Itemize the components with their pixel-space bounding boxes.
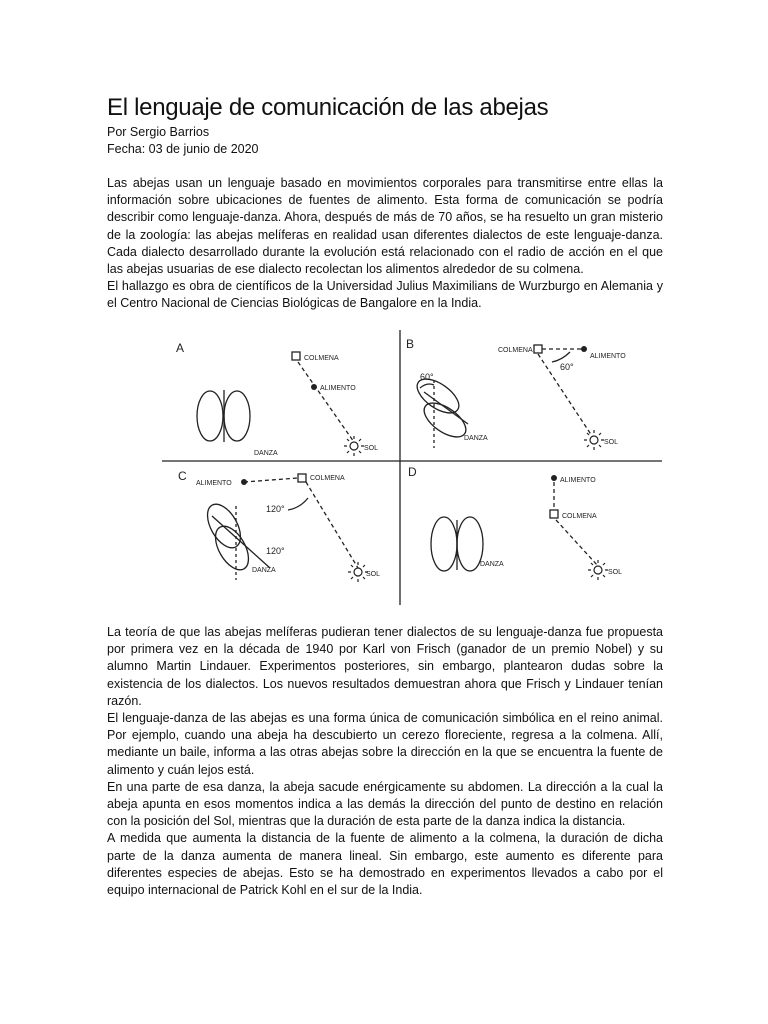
flight-path bbox=[556, 520, 598, 566]
dance-loop bbox=[197, 391, 223, 441]
bee-dance-svg bbox=[162, 330, 662, 605]
flight-path bbox=[306, 482, 358, 568]
article-date: Fecha: 03 de junio de 2020 bbox=[107, 142, 259, 156]
dance-loop bbox=[431, 517, 457, 571]
diagram-label: SOL bbox=[608, 569, 623, 576]
flight-path bbox=[244, 478, 298, 482]
panel-label: D bbox=[408, 465, 417, 479]
paragraph: En una parte de esa danza, la abeja sacude enérgicamente su abdomen. La dirección a la cual la abeja apunta en esos momentos indica a las demás la dirección del punto de destino en relación con la posición del Sol, mientras que la duración de esta parte de la danza indica la distancia. bbox=[107, 779, 663, 829]
diagram-label: COLMENA bbox=[310, 475, 345, 482]
diagram-label: ALIMENTO bbox=[320, 385, 356, 392]
angle-arc bbox=[552, 352, 570, 362]
hive-icon bbox=[534, 345, 542, 353]
diagram-label: DANZA bbox=[464, 435, 488, 442]
article-title: El lenguaje de comunicación de las abejas bbox=[107, 94, 549, 121]
diagram-label: DANZA bbox=[480, 561, 504, 568]
diagram-label: 120° bbox=[266, 504, 285, 514]
dance-loop bbox=[224, 391, 250, 441]
diagram-label: SOL bbox=[364, 445, 379, 452]
food-dot bbox=[551, 475, 557, 481]
angle-arc bbox=[288, 498, 308, 510]
diagram-label: DANZA bbox=[254, 450, 278, 457]
sun-icon bbox=[344, 436, 364, 456]
waggle-run bbox=[424, 392, 468, 424]
panel-label: C bbox=[178, 469, 187, 483]
paragraph: La teoría de que las abejas melíferas pudieran tener dialectos de su lenguaje-danza fue propuesta por primera vez en la década de 1940 por Karl von Frisch (ganador de un premio Nobel) y su alumno Martin Lindauer. Experimentos posteriores, sin embargo, plantearon dudas sobre la existencia de los dialectos. Los nuevos resultados demuestran ahora que Frisch y Lindauer tenían razón. bbox=[107, 625, 663, 708]
diagram-label: COLMENA bbox=[562, 513, 597, 520]
diagram-label: ALIMENTO bbox=[590, 353, 626, 360]
body-section bbox=[107, 624, 663, 899]
food-dot bbox=[581, 346, 587, 352]
paragraph: El hallazgo es obra de científicos de la Universidad Julius Maximilians de Wurzburgo en Alemania y el Centro Nacional de Ciencias Biológicas de Bangalore en la India. bbox=[107, 279, 663, 311]
paragraph: El lenguaje-danza de las abejas es una forma única de comunicación simbólica en el reino animal. Por ejemplo, cuando una abeja ha descubierto un cerezo floreciente, regresa a la colmena. Allí, mediante un baile, informa a las otras abejas sobre la dirección en la que se encuentra la fuente de alimento y cuán lejos está. bbox=[107, 711, 663, 777]
paragraph: A medida que aumenta la distancia de la fuente de alimento a la colmena, la duración de dicha parte de la danza aumenta de manera lineal. Sin embargo, este aumento es diferente para diferentes especies de abejas. Esto se ha demostrado en experimentos llevados a cabo por el equipo internacional de Patrick Kohl en el sur de la India. bbox=[107, 831, 663, 898]
diagram-label: ALIMENTO bbox=[196, 480, 232, 487]
food-dot bbox=[311, 384, 317, 390]
diagram-label: 60° bbox=[420, 372, 434, 382]
article-author: Por Sergio Barrios bbox=[107, 125, 210, 139]
bee-dance-diagram bbox=[162, 330, 662, 605]
diagram-label: DANZA bbox=[252, 567, 276, 574]
sun-icon bbox=[588, 560, 608, 580]
diagram-label: 60° bbox=[560, 362, 574, 372]
food-dot bbox=[241, 479, 247, 485]
panel-label: A bbox=[176, 341, 185, 355]
diagram-label: COLMENA bbox=[304, 355, 339, 362]
hive-icon bbox=[292, 352, 300, 360]
paragraph: Las abejas usan un lenguaje basado en movimientos corporales para transmitirse entre ellas la información sobre ubicaciones de fuentes de alimento. Esta forma de comunicación se podría describir como lenguaje-danza. Ahora, después de más de 70 años, se ha resuelto un gran misterio de la zoología: las abejas melíferas en realidad usan diferentes dialectos de este lenguaje-danza. Cada dialecto desarrollado durante la evolución está relacionado con el radio de acción en el que las abejas usuarias de ese dialecto recolectan los alimentos alrededor de su colmena. bbox=[107, 176, 663, 277]
sun-icon bbox=[348, 562, 368, 582]
intro-section bbox=[107, 175, 663, 313]
diagram-label: SOL bbox=[604, 439, 619, 446]
flight-path bbox=[298, 362, 354, 442]
angle-arc bbox=[420, 384, 434, 388]
hive-icon bbox=[298, 474, 306, 482]
panel-label: B bbox=[406, 337, 415, 351]
hive-icon bbox=[550, 510, 558, 518]
diagram-label: COLMENA bbox=[498, 347, 533, 354]
diagram-label: SOL bbox=[366, 571, 381, 578]
diagram-label: ALIMENTO bbox=[560, 477, 596, 484]
diagram-label: 120° bbox=[266, 546, 285, 556]
sun-icon bbox=[584, 430, 604, 450]
